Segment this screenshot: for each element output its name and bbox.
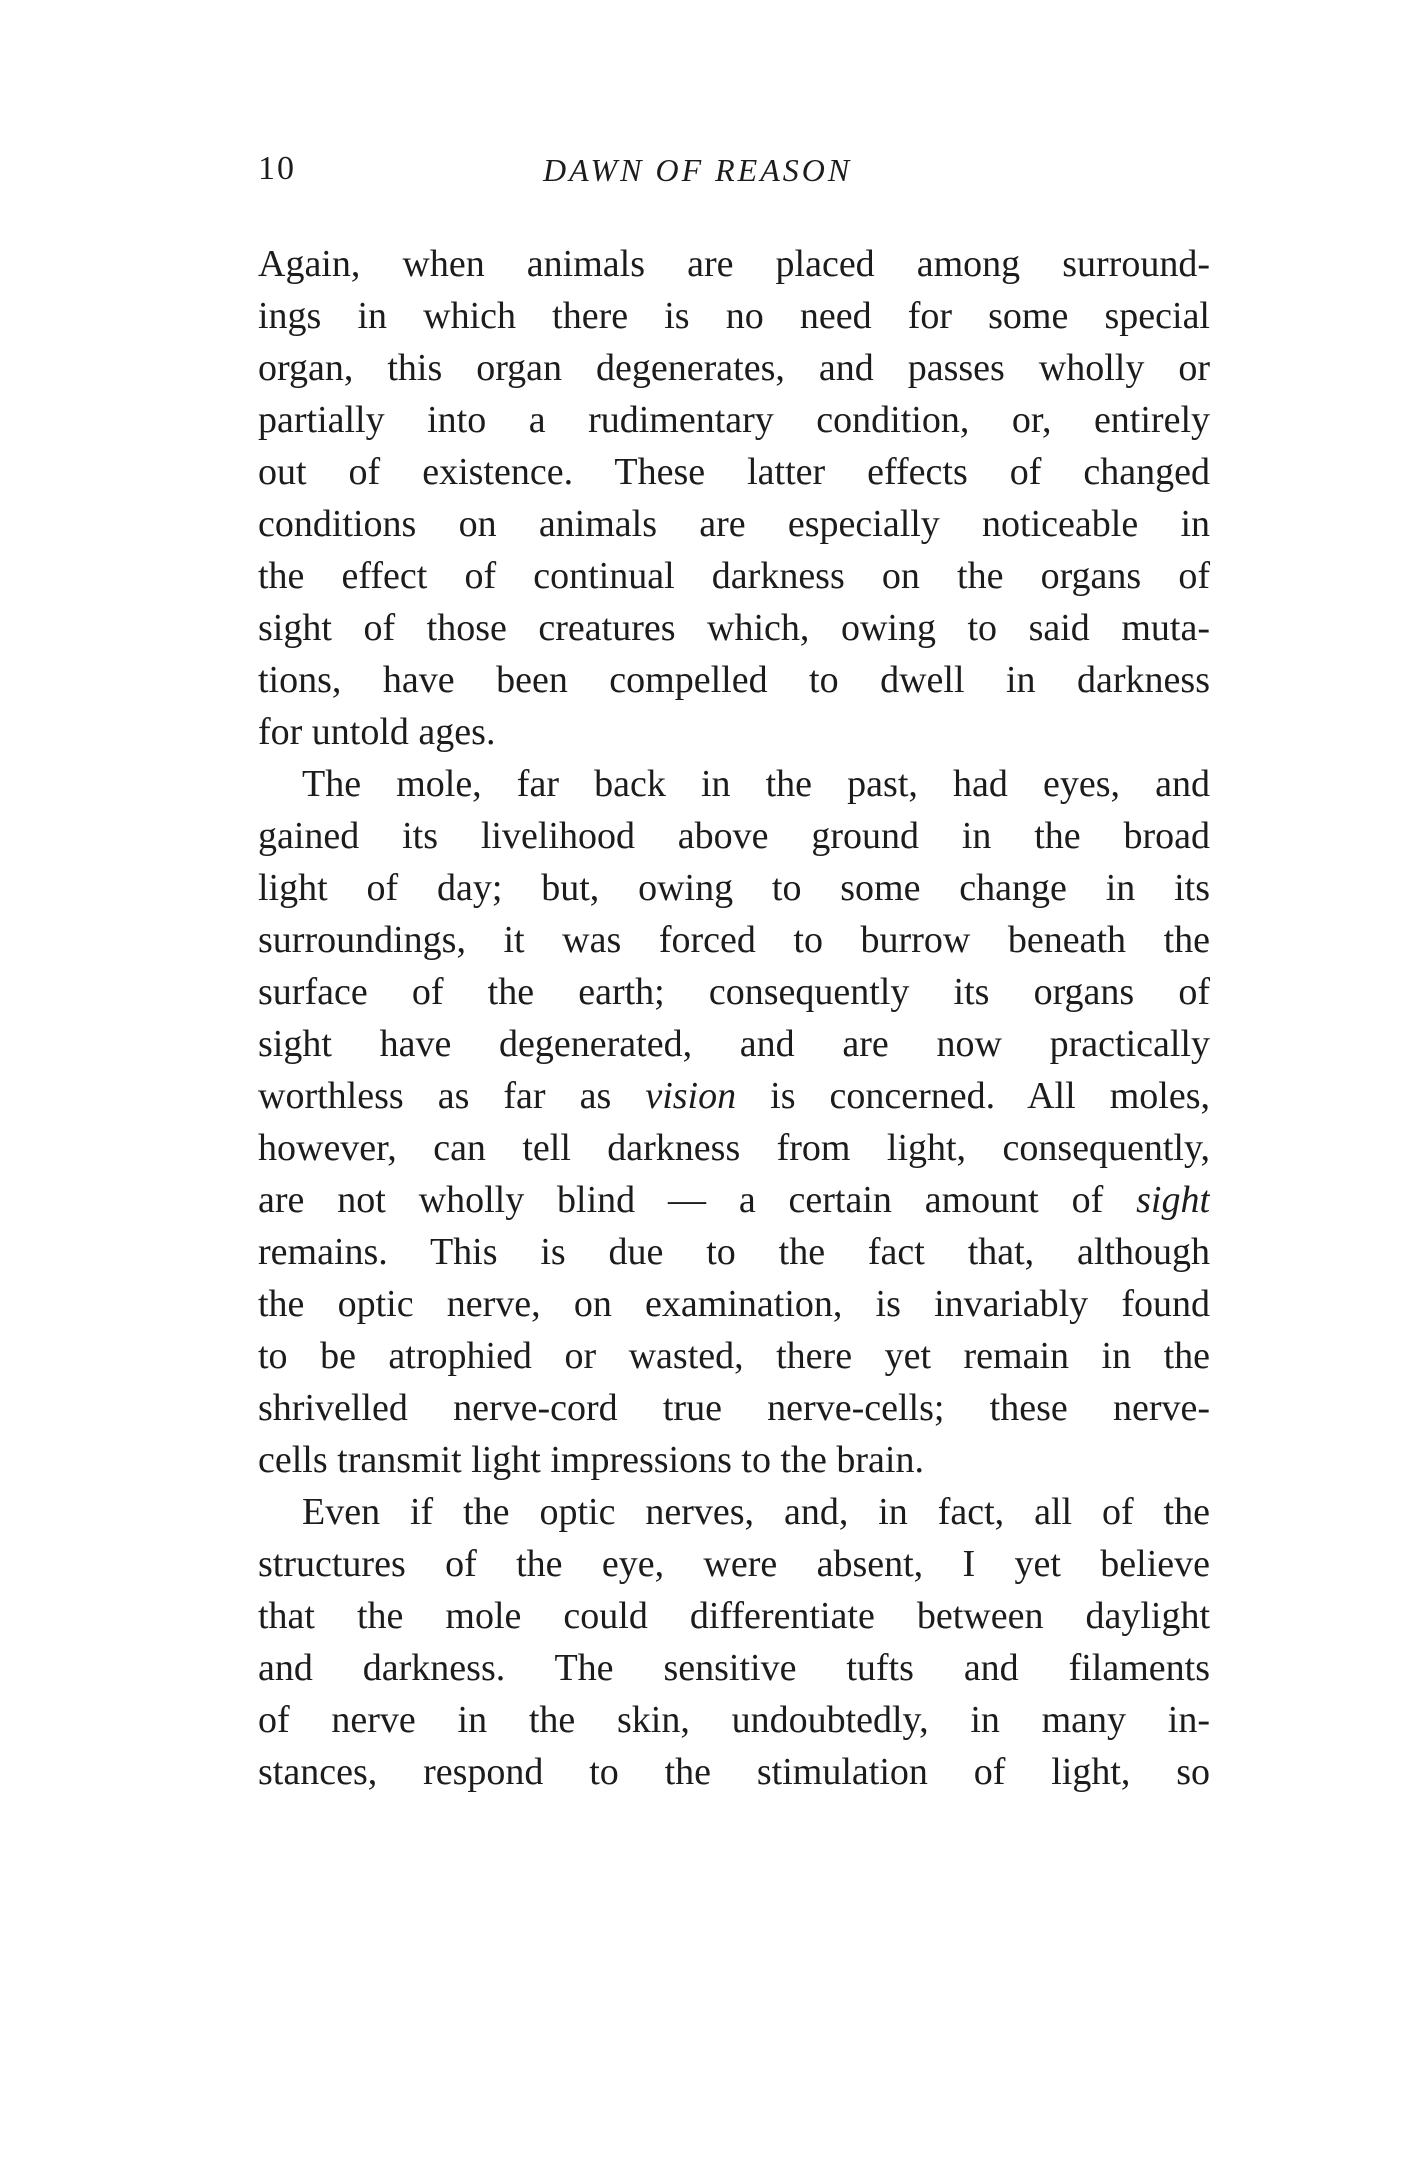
- text-line: the effect of continual darkness on the organs of: [258, 555, 1210, 597]
- text-line: to be atrophied or wasted, there yet remain in the: [258, 1335, 1210, 1377]
- text-line: conditions on animals are especially noticeable in: [258, 503, 1210, 545]
- text-line: surface of the earth; consequently its organs of: [258, 971, 1210, 1013]
- text-line: [258, 1174, 1210, 1226]
- text-line: stances, respond to the stimulation of light, so: [258, 1751, 1210, 1793]
- text-fragment: are not wholly blind — a certain amount of: [258, 1179, 1137, 1221]
- running-title: DAWN OF REASON: [543, 152, 853, 188]
- paragraph-3: [258, 1486, 1210, 1798]
- text-line: Even if the optic nerves, and, in fact, all of the: [302, 1491, 1210, 1533]
- text-line: cells transmit light impressions to the brain.: [258, 1439, 924, 1481]
- running-head: [258, 150, 1218, 200]
- text-line: Again, when animals are placed among surround-: [258, 243, 1210, 285]
- text-line: shrivelled nerve-cord true nerve-cells; these nerve-: [258, 1387, 1210, 1429]
- text-fragment: is concerned. All moles,: [736, 1075, 1210, 1117]
- text-line: surroundings, it was forced to burrow beneath the: [258, 919, 1210, 961]
- body-text: [258, 238, 1210, 1798]
- text-fragment: worthless as far as: [258, 1075, 646, 1117]
- text-line: sight of those creatures which, owing to said muta-: [258, 607, 1210, 649]
- text-line: however, can tell darkness from light, consequently,: [258, 1127, 1210, 1169]
- paragraph-1: [258, 238, 1210, 758]
- text-line: [258, 1070, 1210, 1122]
- text-line: out of existence. These latter effects of changed: [258, 451, 1210, 493]
- text-line: sight have degenerated, and are now practically: [258, 1023, 1210, 1065]
- text-line: organ, this organ degenerates, and passes wholly or: [258, 347, 1210, 389]
- page-number: 10: [258, 150, 296, 187]
- text-line: light of day; but, owing to some change in its: [258, 867, 1210, 909]
- text-line: ings in which there is no need for some special: [258, 295, 1210, 337]
- text-line: that the mole could differentiate between daylight: [258, 1595, 1210, 1637]
- text-line: the optic nerve, on examination, is invariably found: [258, 1283, 1210, 1325]
- text-line: The mole, far back in the past, had eyes, and: [302, 763, 1210, 805]
- text-line: for untold ages.: [258, 711, 496, 753]
- paragraph-2: [258, 758, 1210, 1486]
- text-line: structures of the eye, were absent, I yet believe: [258, 1543, 1210, 1585]
- text-line: and darkness. The sensitive tufts and filaments: [258, 1647, 1210, 1689]
- text-line: partially into a rudimentary condition, or, entirely: [258, 399, 1210, 441]
- italic-word: vision: [645, 1075, 737, 1117]
- text-line: of nerve in the skin, undoubtedly, in many in-: [258, 1699, 1210, 1741]
- text-line: tions, have been compelled to dwell in darkness: [258, 659, 1210, 701]
- text-line: remains. This is due to the fact that, although: [258, 1231, 1210, 1273]
- text-line: gained its livelihood above ground in the broad: [258, 815, 1210, 857]
- italic-word: sight: [1136, 1179, 1210, 1221]
